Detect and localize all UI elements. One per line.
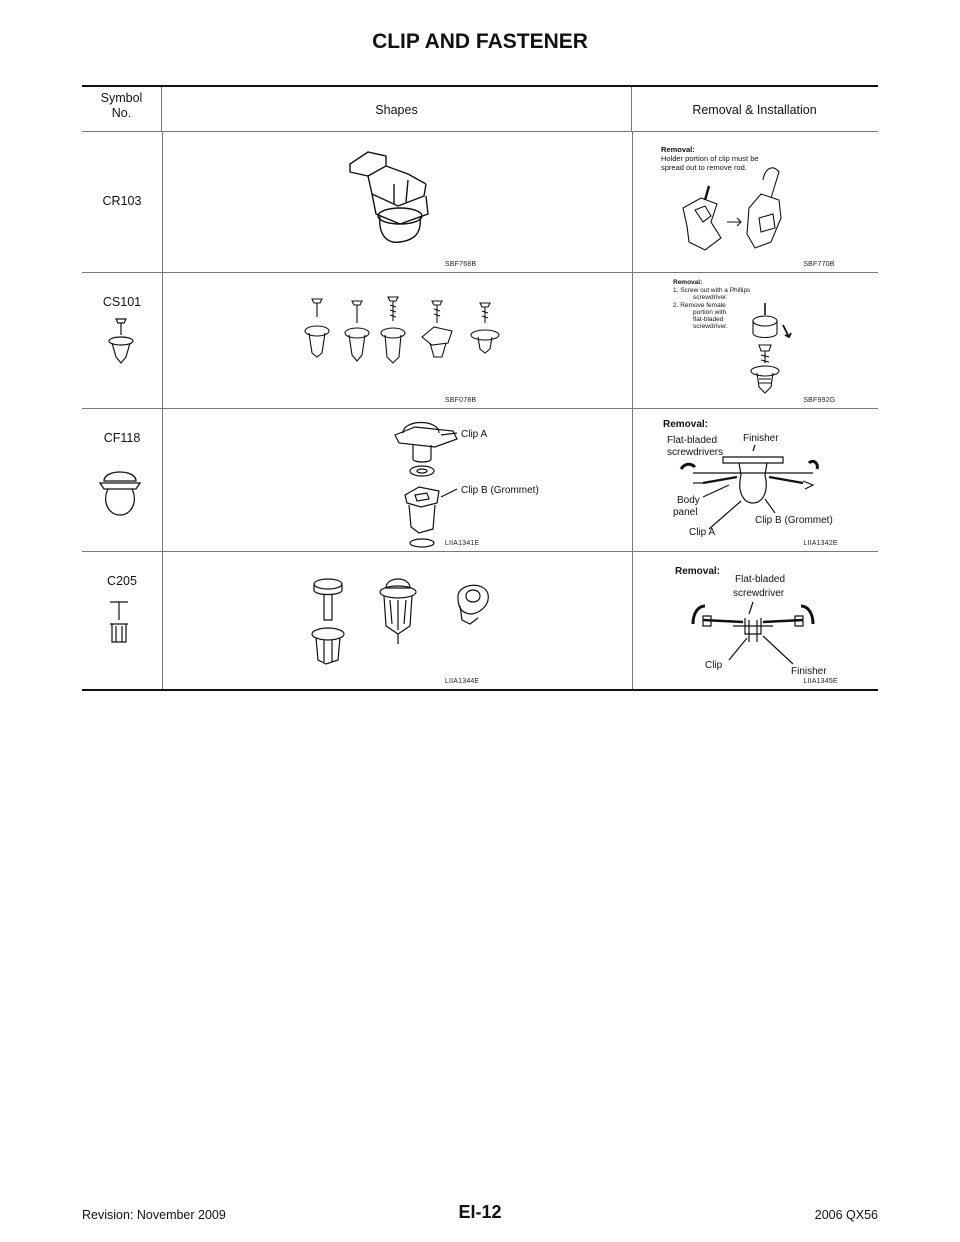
symbol-cell: [82, 409, 163, 551]
removal-line: screwdriver.: [693, 294, 728, 301]
removal-label: Finisher: [743, 433, 779, 444]
symbol-cell: [82, 552, 163, 689]
table-row: [82, 552, 878, 691]
removal-line: 1. Screw out with a Phillips: [673, 287, 751, 294]
cs101-symbol-icon: [106, 317, 136, 367]
symbol-cell: [82, 132, 163, 272]
header-symbol: [82, 87, 162, 131]
table-row: [82, 409, 878, 552]
removal-cell: [633, 132, 878, 272]
removal-label: Body: [677, 495, 701, 506]
page-title: CLIP AND FASTENER: [372, 30, 588, 53]
removal-line: screwdriver.: [693, 323, 728, 330]
removal-label: Clip A: [689, 527, 716, 538]
removal-label: Finisher: [791, 666, 827, 677]
clip-table: [82, 85, 878, 691]
removal-code: LIIA1342E: [803, 540, 838, 547]
symbol-label: CR103: [102, 194, 142, 208]
removal-line: portion with: [693, 309, 727, 316]
cf118-removal-illustration: [633, 411, 873, 543]
shape-code: LIIA1344E: [444, 678, 480, 685]
removal-title: Removal:: [663, 419, 709, 430]
header-shapes: Shapes: [162, 87, 632, 131]
c205-symbol-icon: [104, 598, 134, 650]
cs101-screw-clips-illustration: [298, 297, 518, 377]
cf118-clip-illustration: [323, 415, 553, 545]
removal-label: Flat-bladed: [735, 574, 786, 585]
removal-cell: [633, 409, 878, 551]
shape-code: LIIA1341E: [444, 540, 480, 547]
removal-line: Holder portion of clip must be: [661, 154, 759, 163]
removal-code: LIIA1345E: [803, 678, 838, 685]
removal-line: 2. Remove female: [673, 302, 727, 309]
removal-title: Removal:: [673, 279, 703, 286]
page-number: EI-12: [458, 1202, 502, 1222]
removal-title: Removal:: [661, 145, 696, 154]
header-symbol-line1: Symbol: [100, 91, 143, 105]
removal-code: SBF992G: [803, 397, 836, 404]
shape-cell: [163, 552, 633, 689]
removal-title: Removal:: [675, 566, 721, 577]
removal-label: screwdrivers: [667, 447, 724, 458]
shape-label: Clip A: [460, 429, 488, 440]
cr103-clip-illustration: [338, 144, 458, 254]
removal-line: spread out to remove rod.: [661, 163, 748, 172]
symbol-label: C205: [107, 574, 137, 588]
shape-code: SBF768B: [444, 261, 477, 268]
shape-cell: [163, 409, 633, 551]
table-row: [82, 132, 878, 273]
removal-line: flat-bladed: [693, 316, 724, 323]
cs101-removal-illustration: [673, 275, 883, 405]
removal-label: Clip B (Grommet): [755, 515, 834, 526]
c205-clip-illustration: [308, 574, 528, 674]
removal-label: screwdriver: [733, 588, 785, 599]
shape-cell: [163, 273, 633, 408]
cr103-removal-illustration: [661, 138, 861, 268]
table-row: [82, 273, 878, 409]
symbol-label: CF118: [103, 431, 141, 445]
removal-cell: [633, 552, 878, 689]
table-header: [82, 85, 878, 132]
c205-removal-illustration: [633, 556, 873, 686]
removal-label: Clip: [705, 660, 723, 671]
removal-label: Flat-bladed: [667, 435, 718, 446]
symbol-label: CS101: [102, 295, 142, 309]
removal-label: panel: [673, 507, 698, 518]
removal-cell: [633, 273, 878, 408]
shape-label: Clip B (Grommet): [460, 485, 539, 496]
header-removal: Removal & Installation: [692, 103, 817, 117]
revision-date: Revision: November 2009: [82, 1208, 226, 1222]
cf118-symbol-icon: [98, 467, 142, 527]
symbol-cell: [82, 273, 163, 408]
header-symbol-line2: No.: [111, 106, 132, 120]
shape-cell: [163, 132, 633, 272]
model-label: 2006 QX56: [814, 1208, 878, 1222]
removal-code: SBF770B: [803, 261, 835, 268]
shape-code: SBF078B: [444, 397, 477, 404]
